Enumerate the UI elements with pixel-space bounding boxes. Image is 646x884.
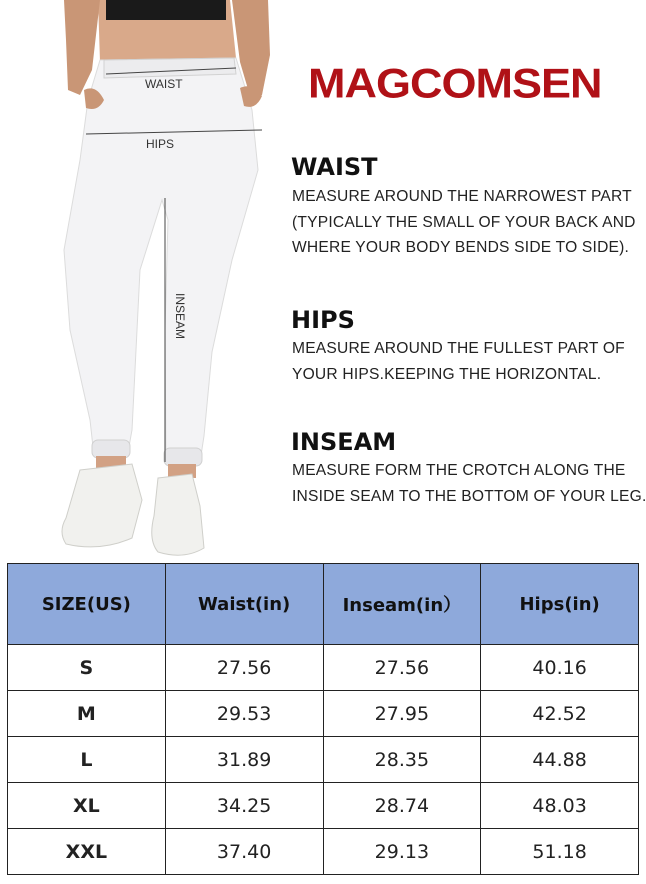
inseam-cell: 27.56 <box>323 645 481 691</box>
table-row <box>8 645 639 691</box>
header-size: SIZE(US) <box>8 564 166 645</box>
hips-measure-label: HIPS <box>146 137 175 151</box>
size-cell: XL <box>8 783 166 829</box>
hips-line-1: MEASURE AROUND THE FULLEST PART OF <box>292 340 625 357</box>
inseam-line-1: MEASURE FORM THE CROTCH ALONG THE <box>292 462 626 479</box>
waist-cell: 34.25 <box>165 783 323 829</box>
waist-line-3: WHERE YOUR BODY BENDS SIDE TO SIDE). <box>292 239 630 256</box>
size-cell: M <box>8 691 166 737</box>
size-chart-table <box>7 563 639 875</box>
table-row <box>8 783 639 829</box>
inseam-measure-label: INSEAM <box>173 293 187 340</box>
inseam-cell: 28.35 <box>323 737 481 783</box>
table-row <box>8 691 639 737</box>
inseam-heading: INSEAM <box>291 428 397 456</box>
header-waist: Waist(in) <box>165 564 323 645</box>
size-cell: XXL <box>8 829 166 875</box>
size-cell: L <box>8 737 166 783</box>
hips-cell: 44.88 <box>481 737 639 783</box>
hips-description <box>292 336 625 387</box>
inseam-cell: 27.95 <box>323 691 481 737</box>
waist-cell: 37.40 <box>165 829 323 875</box>
header-inseam: Inseam(in） <box>323 564 481 645</box>
waist-line-1: MEASURE AROUND THE NARROWEST PART <box>292 188 632 205</box>
inseam-cell: 29.13 <box>323 829 481 875</box>
hips-cell: 42.52 <box>481 691 639 737</box>
waist-line-2: (TYPICALLY THE SMALL OF YOUR BACK AND <box>292 213 636 231</box>
hips-cell: 48.03 <box>481 783 639 829</box>
inseam-cell: 28.74 <box>323 783 481 829</box>
product-illustration <box>0 0 285 560</box>
header-hips: Hips(in) <box>481 564 639 645</box>
waist-cell: 27.56 <box>165 645 323 691</box>
inseam-line-2: INSIDE SEAM TO THE BOTTOM OF YOUR LEG. <box>292 487 646 505</box>
hips-heading: HIPS <box>291 306 355 334</box>
table-row <box>8 737 639 783</box>
waist-description <box>292 184 636 261</box>
inseam-description <box>292 458 646 509</box>
waist-cell: 29.53 <box>165 691 323 737</box>
table-row <box>8 829 639 875</box>
waist-heading: WAIST <box>291 153 378 181</box>
hips-cell: 51.18 <box>481 829 639 875</box>
waist-measure-label: WAIST <box>145 77 183 91</box>
table-header-row <box>8 564 639 645</box>
hips-line-2: YOUR HIPS.KEEPING THE HORIZONTAL. <box>292 365 602 383</box>
brand-logo: MAGCOMSEN <box>308 60 602 107</box>
hips-cell: 40.16 <box>481 645 639 691</box>
waist-cell: 31.89 <box>165 737 323 783</box>
size-cell: S <box>8 645 166 691</box>
